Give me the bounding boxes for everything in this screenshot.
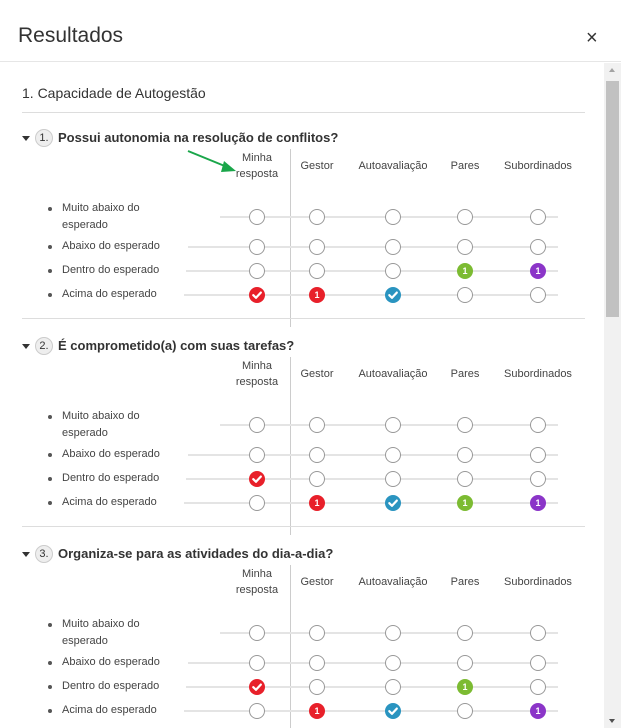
answer-marker[interactable]	[249, 679, 265, 695]
empty-marker[interactable]	[385, 209, 401, 225]
caret-down-icon[interactable]	[22, 136, 30, 141]
empty-marker[interactable]	[385, 625, 401, 641]
empty-marker[interactable]	[249, 209, 265, 225]
answer-marker[interactable]	[530, 703, 546, 719]
empty-marker[interactable]	[530, 209, 546, 225]
empty-marker[interactable]	[457, 447, 473, 463]
empty-marker[interactable]	[309, 625, 325, 641]
count-badge: 1	[535, 498, 541, 508]
results-content[interactable]	[6, 63, 604, 728]
answer-marker[interactable]	[457, 495, 473, 511]
answer-marker[interactable]	[385, 495, 401, 511]
answer-marker[interactable]	[457, 263, 473, 279]
question-divider	[22, 318, 585, 319]
empty-marker[interactable]	[530, 471, 546, 487]
check-icon	[385, 495, 401, 511]
column-divider	[290, 149, 291, 327]
empty-marker[interactable]	[530, 679, 546, 695]
empty-marker[interactable]	[309, 679, 325, 695]
empty-marker[interactable]	[309, 471, 325, 487]
row-label: Muito abaixo do esperado	[62, 408, 162, 442]
empty-marker[interactable]	[249, 655, 265, 671]
column-header: Subordinados	[504, 368, 572, 380]
empty-marker[interactable]	[530, 417, 546, 433]
row-label: Acima do esperado	[62, 494, 157, 511]
scroll-down-icon[interactable]	[609, 719, 615, 723]
empty-marker[interactable]	[530, 239, 546, 255]
empty-marker[interactable]	[457, 625, 473, 641]
answer-marker[interactable]	[249, 471, 265, 487]
question-text: É comprometido(a) com suas tarefas?	[58, 338, 295, 353]
column-header: Minha resposta	[235, 360, 279, 388]
count-badge: 1	[462, 266, 468, 276]
check-icon	[385, 287, 401, 303]
row-label: Abaixo do esperado	[62, 654, 160, 671]
caret-down-icon[interactable]	[22, 344, 30, 349]
row-track	[188, 662, 558, 664]
caret-down-icon[interactable]	[22, 552, 30, 557]
check-icon	[249, 679, 265, 695]
answer-marker[interactable]	[530, 495, 546, 511]
column-header: Gestor	[300, 368, 334, 380]
empty-marker[interactable]	[249, 625, 265, 641]
scroll-up-icon[interactable]	[609, 68, 615, 72]
empty-marker[interactable]	[309, 209, 325, 225]
row-track	[188, 246, 558, 248]
empty-marker[interactable]	[249, 495, 265, 511]
column-divider	[290, 565, 291, 728]
empty-marker[interactable]	[385, 447, 401, 463]
question-number: 3.	[35, 545, 53, 563]
row-label: Dentro do esperado	[62, 262, 159, 279]
empty-marker[interactable]	[309, 417, 325, 433]
column-header: Subordinados	[504, 160, 572, 172]
count-badge: 1	[314, 706, 320, 716]
row-track	[184, 502, 558, 504]
question-block	[6, 337, 604, 545]
empty-marker[interactable]	[530, 287, 546, 303]
question-divider	[22, 526, 585, 527]
check-icon	[249, 287, 265, 303]
empty-marker[interactable]	[457, 655, 473, 671]
empty-marker[interactable]	[457, 417, 473, 433]
answer-marker[interactable]	[530, 263, 546, 279]
question-text: Organiza-se para as atividades do dia-a-dia?	[58, 546, 334, 561]
row-track	[184, 710, 558, 712]
question-number: 1.	[35, 129, 53, 147]
section-title: 1. Capacidade de Autogestão	[22, 85, 206, 101]
empty-marker[interactable]	[249, 417, 265, 433]
section-divider	[22, 112, 585, 113]
row-label: Dentro do esperado	[62, 678, 159, 695]
empty-marker[interactable]	[309, 447, 325, 463]
column-header: Pares	[450, 576, 480, 588]
arrow-annotation-icon	[184, 147, 254, 177]
empty-marker[interactable]	[457, 471, 473, 487]
count-badge: 1	[535, 266, 541, 276]
column-header: Minha resposta	[235, 568, 279, 596]
empty-marker[interactable]	[309, 655, 325, 671]
dialog-header	[0, 0, 621, 62]
empty-marker[interactable]	[309, 263, 325, 279]
column-header: Minha resposta	[235, 152, 279, 180]
row-track	[188, 454, 558, 456]
empty-marker[interactable]	[249, 263, 265, 279]
column-header: Gestor	[300, 160, 334, 172]
question-text: Possui autonomia na resolução de conflitos?	[58, 130, 339, 145]
answer-marker[interactable]	[309, 495, 325, 511]
empty-marker[interactable]	[457, 209, 473, 225]
column-header: Autoavaliação	[358, 576, 428, 588]
count-badge: 1	[314, 498, 320, 508]
check-icon	[249, 471, 265, 487]
answer-marker[interactable]	[457, 679, 473, 695]
close-icon[interactable]: ×	[586, 27, 598, 49]
column-divider	[290, 357, 291, 535]
row-label: Acima do esperado	[62, 702, 157, 719]
scrollbar-thumb[interactable]	[606, 81, 619, 317]
row-label: Abaixo do esperado	[62, 238, 160, 255]
answer-marker[interactable]	[385, 287, 401, 303]
answer-marker[interactable]	[385, 703, 401, 719]
column-header: Pares	[450, 160, 480, 172]
empty-marker[interactable]	[457, 287, 473, 303]
column-header: Subordinados	[504, 576, 572, 588]
row-track	[186, 270, 558, 272]
row-label: Dentro do esperado	[62, 470, 159, 487]
empty-marker[interactable]	[385, 679, 401, 695]
empty-marker[interactable]	[249, 447, 265, 463]
empty-marker[interactable]	[385, 655, 401, 671]
count-badge: 1	[462, 682, 468, 692]
empty-marker[interactable]	[385, 471, 401, 487]
empty-marker[interactable]	[530, 655, 546, 671]
column-header: Autoavaliação	[358, 160, 428, 172]
column-header: Autoavaliação	[358, 368, 428, 380]
question-block	[6, 129, 604, 337]
empty-marker[interactable]	[385, 417, 401, 433]
row-label: Abaixo do esperado	[62, 446, 160, 463]
answer-marker[interactable]	[249, 287, 265, 303]
empty-marker[interactable]	[385, 239, 401, 255]
empty-marker[interactable]	[309, 239, 325, 255]
empty-marker[interactable]	[457, 239, 473, 255]
empty-marker[interactable]	[249, 239, 265, 255]
empty-marker[interactable]	[530, 625, 546, 641]
dialog-title: Resultados	[18, 24, 124, 47]
empty-marker[interactable]	[249, 703, 265, 719]
count-badge: 1	[314, 290, 320, 300]
row-label: Muito abaixo do esperado	[62, 616, 162, 650]
check-icon	[385, 703, 401, 719]
row-track	[184, 294, 558, 296]
empty-marker[interactable]	[457, 703, 473, 719]
row-track	[186, 686, 558, 688]
question-block	[6, 545, 604, 728]
row-label: Acima do esperado	[62, 286, 157, 303]
answer-marker[interactable]	[309, 287, 325, 303]
empty-marker[interactable]	[530, 447, 546, 463]
row-track	[186, 478, 558, 480]
empty-marker[interactable]	[385, 263, 401, 279]
row-label: Muito abaixo do esperado	[62, 200, 162, 234]
column-header: Gestor	[300, 576, 334, 588]
scrollbar[interactable]	[604, 63, 621, 728]
question-number: 2.	[35, 337, 53, 355]
count-badge: 1	[535, 706, 541, 716]
answer-marker[interactable]	[309, 703, 325, 719]
count-badge: 1	[462, 498, 468, 508]
column-header: Pares	[450, 368, 480, 380]
